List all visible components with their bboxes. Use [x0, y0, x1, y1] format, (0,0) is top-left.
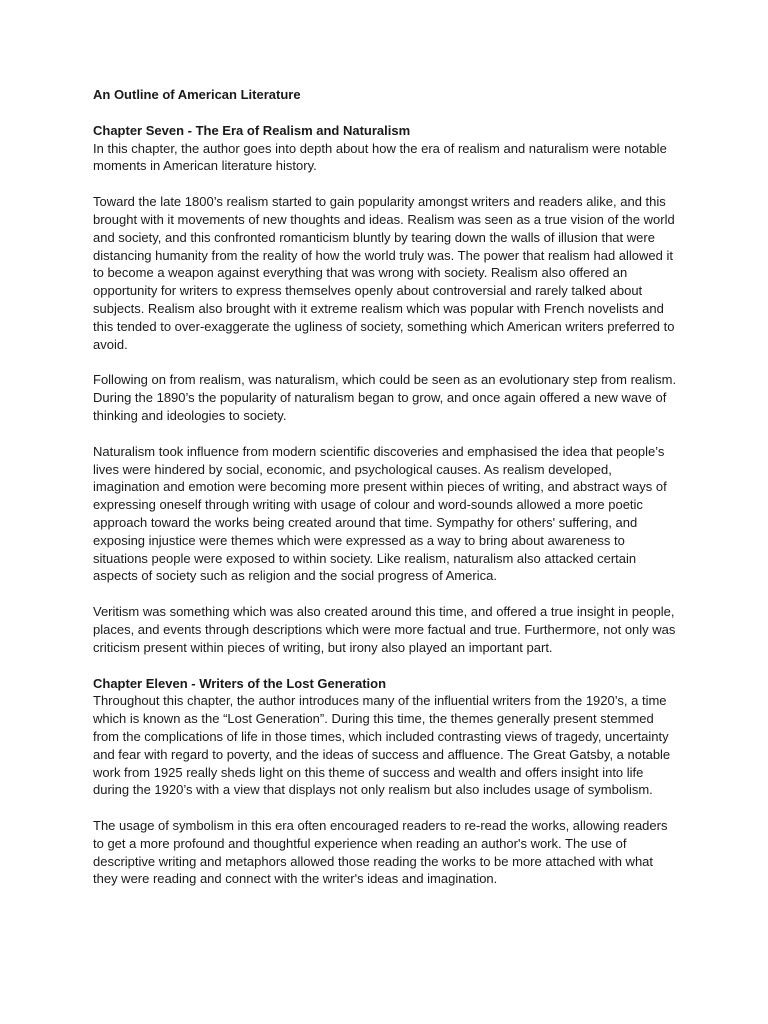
chapter-paragraph: Veritism was something which was also created around this time, and offered a true insight in people, places, and events through descriptions which were more factual and true. Furthermore, not only was criticism present within pieces of writing, but irony also played an important part. [93, 604, 676, 655]
document-page [93, 86, 678, 906]
chapter-seven [93, 122, 678, 657]
chapter-paragraph: The usage of symbolism in this era often encouraged readers to re-read the works, allowing readers to get a more profound and thoughtful experience when reading an author's work. The use of descriptive writing and metaphors allowed those reading the works to be more attached with what they were reading and connect with the writer's ideas and imagination. [93, 818, 668, 887]
chapter-paragraph: Following on from realism, was naturalism, which could be seen as an evolutionary step from realism. During the 1890’s the popularity of naturalism began to grow, and once again offered a new wave of thinking and ideologies to society. [93, 372, 677, 423]
chapter-heading: Chapter Eleven - Writers of the Lost Generation [93, 675, 387, 691]
chapter-heading: Chapter Seven - The Era of Realism and Naturalism [93, 122, 411, 138]
chapter-paragraph: Throughout this chapter, the author introduces many of the influential writers from the 1920’s, a time which is known as the “Lost Generation”. During this time, the themes generally present stemmed from the complications of life in those times, which included contrasting views of tragedy, uncertainty and fear with regard to poverty, and the ideas of success and affluence. The Great Gatsby, a notable work from 1925 really sheds light on this theme of success and wealth and offers insight into life during the 1920’s with a view that displays not only realism but also includes usage of symbolism. [93, 693, 671, 798]
chapter-paragraph: Toward the late 1800’s realism started to gain popularity amongst writers and readers alike, and this brought with it movements of new thoughts and ideas. Realism was seen as a true vision of the world and society, and this confronted romanticism bluntly by tearing down the walls of illusion that were distancing humanity from the reality of how the world truly was. The power that realism had allowed it to become a weapon against everything that was wrong with society. Realism also offered an opportunity for writers to express themselves openly about controversial and rarely talked about subjects. Realism also brought with it extreme realism which was popular with French novelists and this tended to over-exaggerate the ugliness of society, something which American writers preferred to avoid. [93, 194, 675, 352]
chapter-paragraph: In this chapter, the author goes into depth about how the era of realism and naturalism were notable moments in American literature history. [93, 140, 667, 174]
document-title: An Outline of American Literature [93, 87, 301, 102]
chapter-paragraph: Naturalism took influence from modern scientific discoveries and emphasised the idea that people’s lives were hindered by social, economic, and psychological causes. As realism developed, imagination and emotion were becoming more present within pieces of writing, and abstract ways of expressing oneself through writing with usage of colour and word-sounds allowed a more poetic approach toward the works being created around that time. Sympathy for others' suffering, and exposing injustice were themes which were expressed as a way to bring about awareness to situations people were exposed to within society. Like realism, naturalism also attacked certain aspects of society such as religion and the social progress of America. [93, 443, 667, 584]
chapter-eleven [93, 675, 678, 889]
